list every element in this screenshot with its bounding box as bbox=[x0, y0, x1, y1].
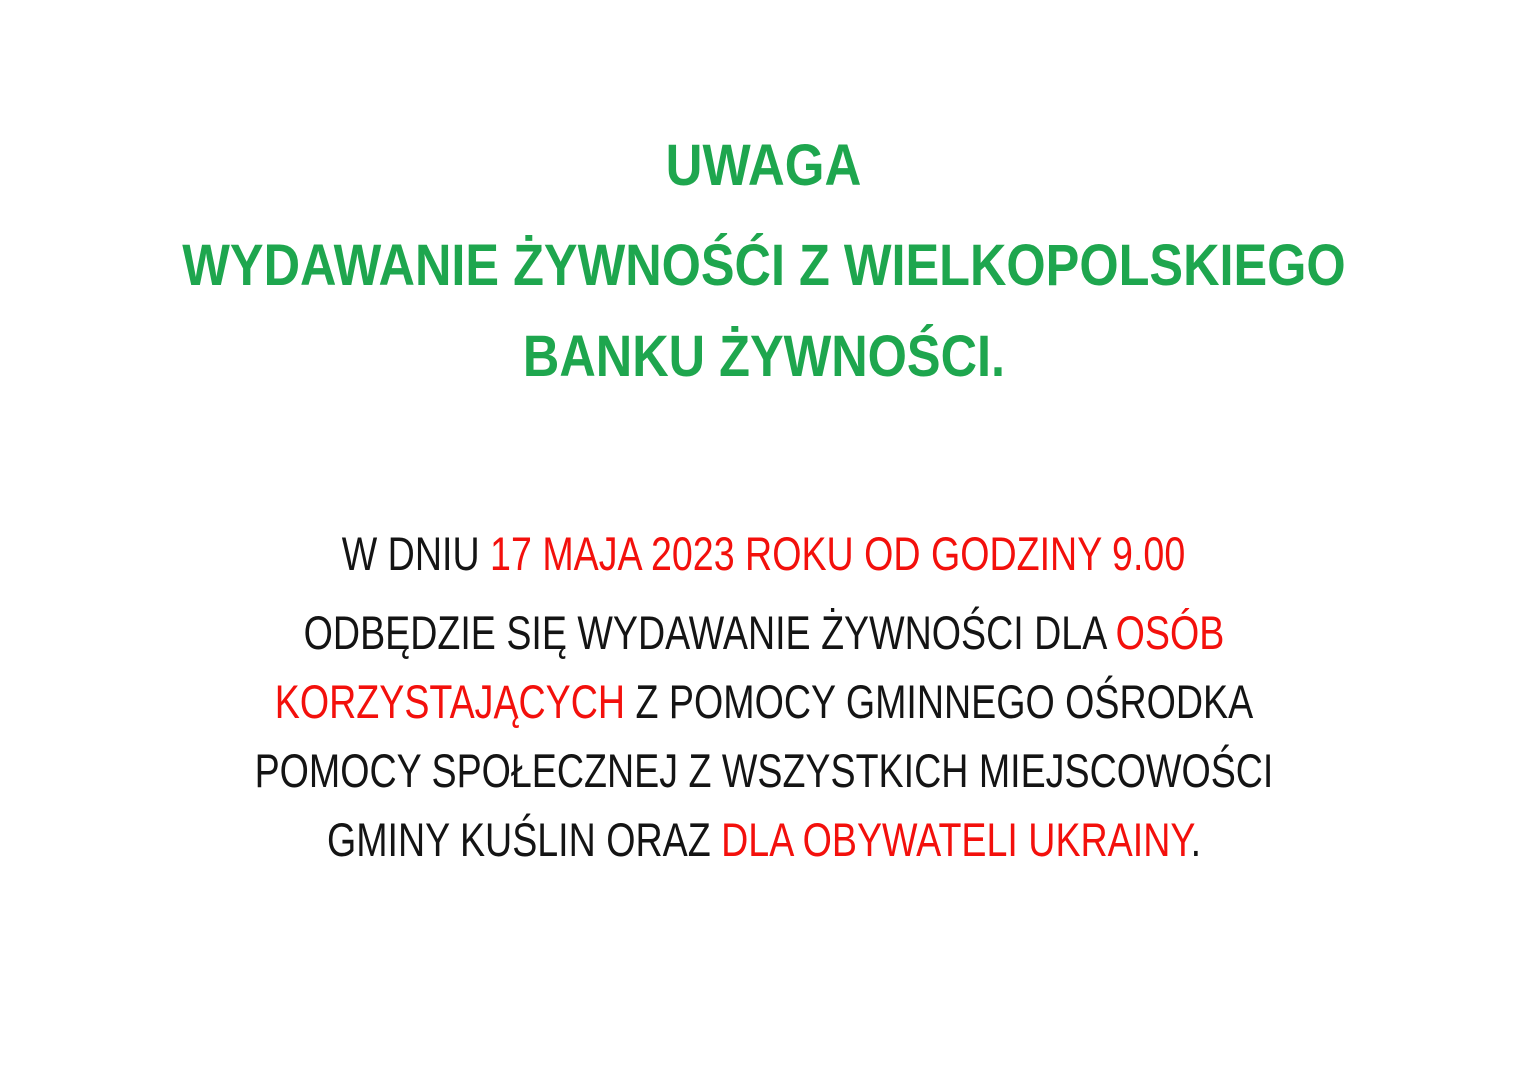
paragraph-highlight-ukraine: DLA OBYWATELI UKRAINY bbox=[720, 813, 1191, 866]
date-line-highlight: 17 MAJA 2023 ROKU OD GODZINY 9.00 bbox=[490, 527, 1186, 580]
paragraph-highlight-beneficiaries: OSÓB KORZYSTAJĄCYCH bbox=[274, 606, 1224, 728]
paragraph-segment-1: ODBĘDZIE SIĘ WYDAWANIE ŻYWNOŚCI DLA bbox=[303, 606, 1116, 659]
date-line bbox=[153, 520, 1375, 588]
date-line-prefix: W DNIU bbox=[341, 527, 491, 580]
notice-title: UWAGA bbox=[665, 133, 862, 198]
paragraph-final-period: . bbox=[1190, 813, 1201, 866]
paragraph-segment-3: Z POMOCY GMINNEGO OŚRODKA POMOCY SPOŁECZNEJ Z WSZYSTKICH MIEJSCOWOŚCI GMINY KUŚLIN ORAZ bbox=[254, 675, 1273, 866]
announcement-paragraph bbox=[204, 598, 1324, 874]
notice-subtitle: WYDAWANIE ŻYWNOŚĆI Z WIELKOPOLSKIEGO BANKU ŻYWNOŚCI. bbox=[181, 233, 1346, 389]
